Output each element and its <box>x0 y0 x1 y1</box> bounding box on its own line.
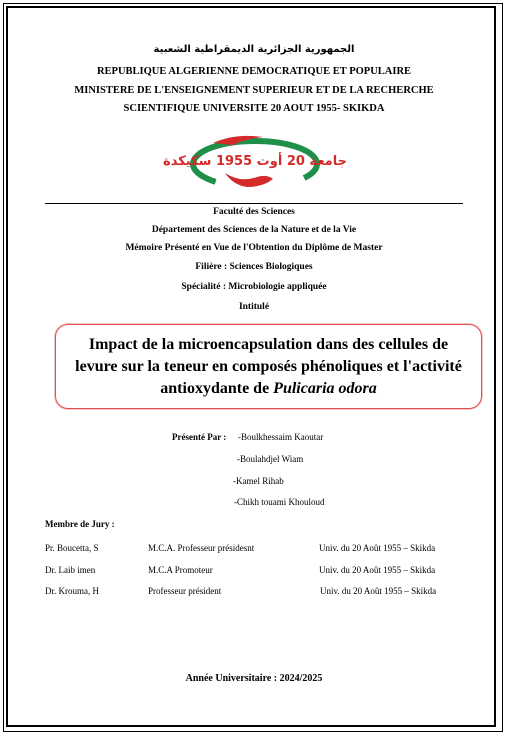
jury-member-role: M.C.A Promoteur <box>148 565 213 575</box>
jury-member-university: Univ. du 20 Août 1955 – Skikda <box>320 586 437 596</box>
jury-member-university: Univ. du 20 Août 1955 – Skikda <box>319 543 436 553</box>
university-logo <box>163 127 347 197</box>
thesis-title-box <box>55 324 482 409</box>
arabic-republic-line: الجمهورية الجزائرية الديمقراطية الشعبية <box>153 44 355 55</box>
student-name: -Boulkhessaim Kaoutar <box>238 432 324 442</box>
faculty-label: Faculté des Sciences <box>213 207 295 217</box>
header-ministry: MINISTERE DE L'ENSEIGNEMENT SUPERIEUR ET DE LA RECHERCHE <box>74 85 434 96</box>
header-republic: REPUBLIQUE ALGERIENNE DEMOCRATIQUE ET POPULAIRE <box>96 66 412 77</box>
jury-member-role: M.C.A. Professeur présidesnt <box>148 543 255 553</box>
jury-member-name: Pr. Boucetta, S <box>45 543 99 553</box>
memoire-label: Mémoire Présenté en Vue de l'Obtention du Diplôme de Master <box>125 243 383 253</box>
jury-member-role: Professeur président <box>148 586 222 596</box>
header-university: SCIENTIFIQUE UNIVERSITE 20 AOUT 1955- SKIKDA <box>123 103 385 114</box>
filiere-label: Filière : Sciences Biologiques <box>195 262 313 272</box>
student-name: -Boulahdjel Wiam <box>237 454 304 464</box>
thesis-title-main: Impact de la microencapsulation dans des cellules de levure sur la teneur en composés phénoliques et l'activité antioxydante de <box>75 335 462 397</box>
specialite-label: Spécialité : Microbiologie appliquée <box>181 282 327 292</box>
thesis-title <box>69 334 469 400</box>
thesis-title-species: Pulicaria odora <box>273 379 377 397</box>
student-name: -Kamel Rihab <box>233 476 284 486</box>
logo-text: جامعة 20 أوت 1955 سكيكدة <box>163 154 347 169</box>
presented-by-label: Présenté Par : <box>172 432 227 442</box>
intitule-label: Intitulé <box>238 302 270 312</box>
student-name: -Chikh touami Khouloud <box>234 497 325 507</box>
header-divider <box>45 203 463 204</box>
jury-member-name: Dr. Laib imen <box>45 565 96 575</box>
academic-year: Année Universitaire : 2024/2025 <box>185 673 323 684</box>
jury-label: Membre de Jury : <box>45 519 115 529</box>
jury-member-university: Univ. du 20 Août 1955 – Skikda <box>319 565 436 575</box>
jury-member-name: Dr. Krouma, H <box>45 586 99 596</box>
department-label: Département des Sciences de la Nature et de la Vie <box>151 225 357 235</box>
